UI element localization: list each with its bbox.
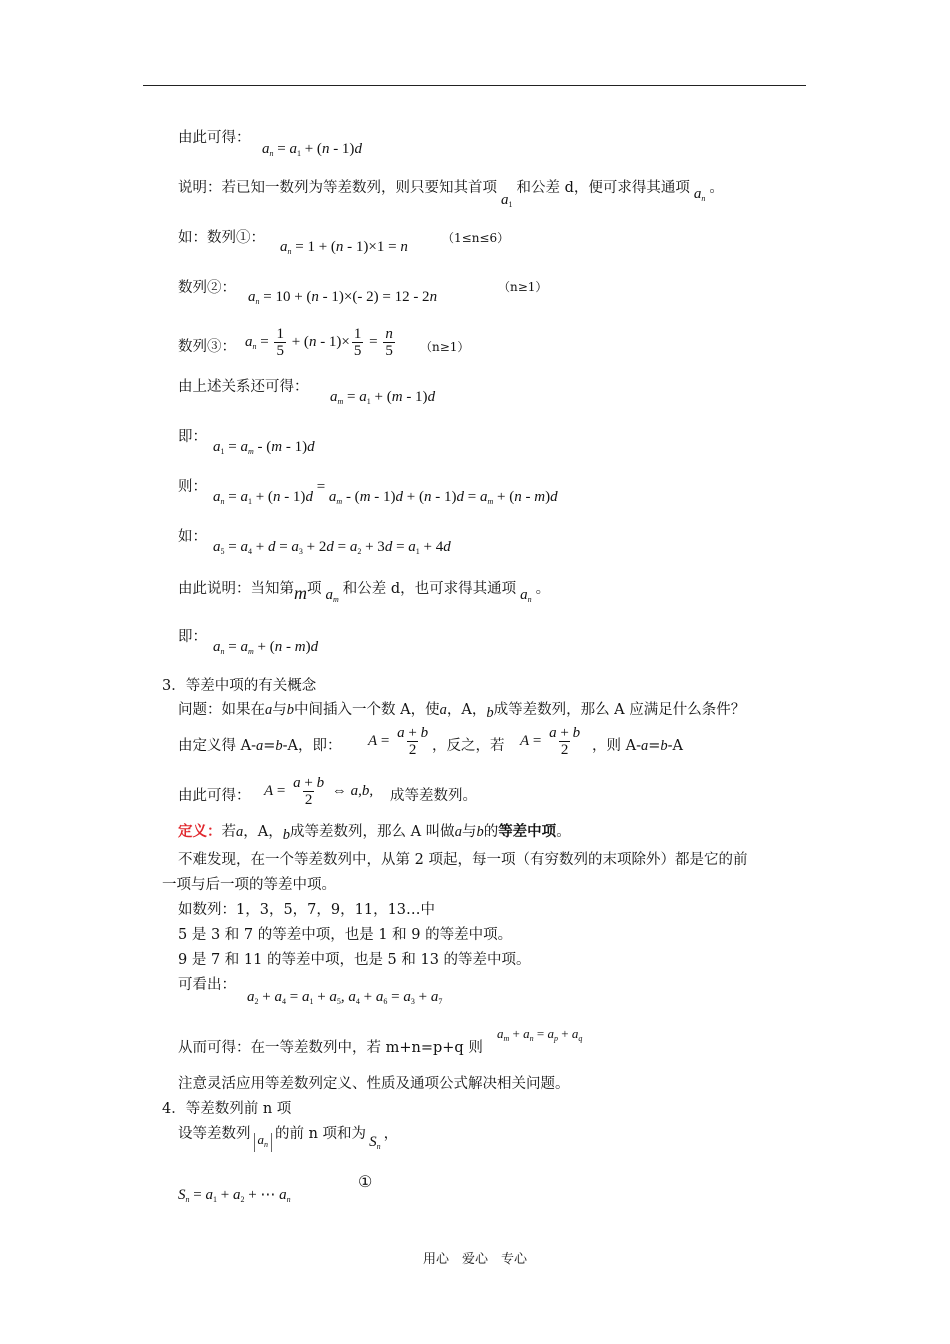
header-rule (143, 85, 806, 86)
text-line: 由定义得 A-a=b-A，即： (178, 738, 342, 754)
text-line: 即： (178, 629, 207, 645)
text-line: 可看出： (178, 977, 236, 993)
formula: A = $\frac{a + b}{2}$ ⇔ a,b, (264, 775, 374, 808)
text-line: 成等差数列。 (390, 788, 477, 804)
formula: $a_n$ = $\frac{1}{5}$ + (n - 1)× $\frac{1}{5}$ = $\frac{n}{5}$ (245, 326, 393, 359)
formula: $a_n = 1 + (n - 1)\times 1 = n$ (280, 239, 408, 256)
text-line: ，反之，若 (432, 738, 505, 754)
text-line: 设等差数列 $a_n$的前 n 项和为 $S_n$， (178, 1126, 399, 1151)
formula: A = $\frac{a + b}{2}$ (368, 725, 429, 758)
text-line: 不难发现，在一个等差数列中，从第 2 项起，每一项（有穷数列的末项除外）都是它的前 (178, 852, 748, 868)
text-line: 说明：若已知一数列为等差数列，则只要知其首项$a_1$和公差 d，便可求得其通项 $a_n$。 (178, 180, 724, 209)
formula: $a_n = a_1 + (n - 1)d$ (262, 141, 362, 158)
section-heading: 4．等差数列前 n 项 (162, 1101, 292, 1117)
text-line: 由此说明：当知第m项 $a_m$和公差 d，也可求得其通项 $a_n$。 (178, 581, 551, 604)
text-line: 5 是 3 和 7 的等差中项，也是 1 和 9 的等差中项。 (178, 927, 513, 943)
text-line: 即： (178, 429, 207, 445)
formula: $S_n = a_1 + a_2$ + ⋯ $a_n$ (178, 1187, 291, 1204)
formula: $a_m + a_n = a_p + a_q$ (497, 1026, 583, 1043)
section-heading: 3．等差中项的有关概念 (162, 678, 317, 694)
formula: $a_1 = a_m - (m - 1)d$ (213, 439, 315, 456)
range-note: （n≥1） (498, 280, 548, 294)
definition-line: 定义：若a，A，b成等差数列，那么 A 叫做a与b的等差中项。 (178, 823, 571, 843)
range-note: （1≤n≤6） (442, 231, 510, 245)
text-line: 注意灵活应用等差数列定义、性质及通项公式解决相关问题。 (178, 1076, 570, 1092)
text-line: 数列③： (178, 339, 236, 355)
formula: $a_n = a_1 + (n - 1)d = a_m - (m - 1)d + (n - 1)d = a_m + (n - m)d$ (213, 479, 558, 506)
text-line: 问题：如果在a与b中间插入一个数 A，使a，A，b成等差数列，那么 A 应满足什么条件？ (178, 702, 746, 721)
formula: $a_5 = a_4 + d = a_3 + 2d = a_2 + 3d = a_1 + 4d$ (213, 539, 451, 556)
text-line: 由此可得： (178, 788, 251, 804)
formula: $a_n = 10 + (n - 1)\times(-$ 2) = 12 - 2n (248, 289, 438, 306)
text-line: 如： (178, 529, 207, 545)
text-line: ，则 A-a=b-A (592, 738, 684, 754)
formula: A = $\frac{a + b}{2}$ (520, 725, 581, 758)
page-footer: 用心 爱心 专心 (422, 1252, 527, 1267)
text-line: 如：数列①： (178, 230, 265, 246)
text-line: 由此可得： (178, 130, 251, 146)
text-line: 由上述关系还可得： (178, 379, 309, 395)
equation-number: ① (358, 1172, 373, 1191)
formula: $a_2 + a_4 = a_1 + a_5$, $a_4 + a_6 = a_3 + a_7$ (247, 989, 443, 1006)
text-line: 一项与后一项的等差中项。 (162, 877, 336, 893)
formula: $a_m = a_1 + (m - 1)d$ (330, 389, 436, 406)
text-line: 则： (178, 479, 207, 495)
text-line: 从而可得：在一等差数列中，若 m+n=p+q 则 (178, 1040, 483, 1056)
text-line: 如数列：1，3，5，7，9，11，13…中 (178, 902, 436, 918)
range-note: （n≥1） (420, 340, 470, 354)
text-line: 9 是 7 和 11 的等差中项，也是 5 和 13 的等差中项。 (178, 952, 531, 968)
formula: $a_n = a_m + (n - m)d$ (213, 639, 319, 656)
text-line: 数列②： (178, 280, 236, 296)
